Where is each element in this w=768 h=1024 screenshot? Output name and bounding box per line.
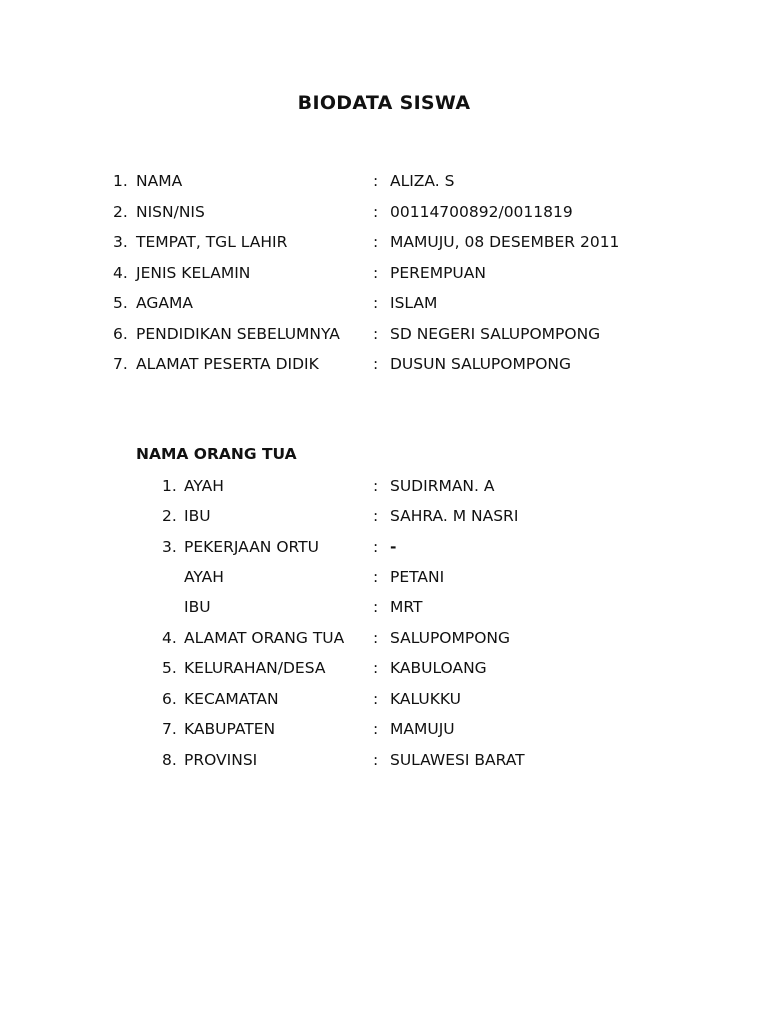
field-label: IBU bbox=[184, 507, 211, 525]
field-label: NAMA bbox=[136, 172, 183, 190]
student-row-religion bbox=[113, 292, 673, 314]
field-label: TEMPAT, TGL LAHIR bbox=[136, 233, 288, 251]
parent-row-mother-occupation bbox=[162, 596, 662, 618]
field-separator: : bbox=[373, 233, 379, 251]
parent-row-father bbox=[162, 475, 662, 497]
field-label: NISN/NIS bbox=[136, 203, 205, 221]
parent-row-village bbox=[162, 657, 662, 679]
field-label: ALAMAT ORANG TUA bbox=[184, 629, 345, 647]
field-value: PETANI bbox=[390, 568, 445, 586]
field-label: ALAMAT PESERTA DIDIK bbox=[136, 355, 319, 373]
field-label: IBU bbox=[184, 598, 211, 616]
row-number: 7. bbox=[162, 720, 177, 738]
page-title: BIODATA SISWA bbox=[297, 92, 471, 114]
field-separator: : bbox=[373, 751, 379, 769]
field-value: ALIZA. S bbox=[390, 172, 455, 190]
row-number: 4. bbox=[162, 629, 177, 647]
field-value: ISLAM bbox=[390, 294, 438, 312]
field-separator: : bbox=[373, 659, 379, 677]
row-number: 2. bbox=[162, 507, 177, 525]
field-label: PENDIDIKAN SEBELUMNYA bbox=[136, 325, 340, 343]
row-number: 6. bbox=[162, 690, 177, 708]
row-number: 2. bbox=[113, 203, 128, 221]
student-row-name bbox=[113, 170, 673, 192]
field-label: KECAMATAN bbox=[184, 690, 279, 708]
field-separator: : bbox=[373, 720, 379, 738]
field-separator: : bbox=[373, 507, 379, 525]
field-value: MRT bbox=[390, 598, 423, 616]
parent-row-father-occupation bbox=[162, 566, 662, 588]
field-separator: : bbox=[373, 598, 379, 616]
field-separator: : bbox=[373, 477, 379, 495]
parent-row-province bbox=[162, 749, 662, 771]
field-value: PEREMPUAN bbox=[390, 264, 486, 282]
row-number: 3. bbox=[162, 538, 177, 556]
parent-row-mother bbox=[162, 505, 662, 527]
field-value: MAMUJU bbox=[390, 720, 455, 738]
row-number: 1. bbox=[162, 477, 177, 495]
field-separator: : bbox=[373, 629, 379, 647]
field-value: MAMUJU, 08 DESEMBER 2011 bbox=[390, 233, 620, 251]
row-number: 5. bbox=[113, 294, 128, 312]
student-row-address bbox=[113, 353, 673, 375]
field-separator: : bbox=[373, 264, 379, 282]
field-label: AGAMA bbox=[136, 294, 193, 312]
row-number: 5. bbox=[162, 659, 177, 677]
field-value: DUSUN SALUPOMPONG bbox=[390, 355, 571, 373]
field-label: KABUPATEN bbox=[184, 720, 276, 738]
field-label: JENIS KELAMIN bbox=[136, 264, 251, 282]
field-value: SAHRA. M NASRI bbox=[390, 507, 519, 525]
field-label: KELURAHAN/DESA bbox=[184, 659, 326, 677]
field-label: AYAH bbox=[184, 477, 224, 495]
field-separator: : bbox=[373, 538, 379, 556]
parent-row-regency bbox=[162, 718, 662, 740]
field-value: KALUKKU bbox=[390, 690, 461, 708]
field-label: PROVINSI bbox=[184, 751, 258, 769]
field-value: 00114700892/0011819 bbox=[390, 203, 573, 221]
parent-row-district bbox=[162, 688, 662, 710]
field-separator: : bbox=[373, 355, 379, 373]
field-separator: : bbox=[373, 690, 379, 708]
field-separator: : bbox=[373, 203, 379, 221]
field-value: SALUPOMPONG bbox=[390, 629, 511, 647]
student-row-prev-school bbox=[113, 323, 673, 345]
row-number: 6. bbox=[113, 325, 128, 343]
field-separator: : bbox=[373, 325, 379, 343]
parents-heading: NAMA ORANG TUA bbox=[136, 445, 297, 463]
field-value: - bbox=[390, 538, 397, 556]
field-value: SD NEGERI SALUPOMPONG bbox=[390, 325, 601, 343]
parent-row-occupation bbox=[162, 536, 662, 558]
row-number: 7. bbox=[113, 355, 128, 373]
row-number: 8. bbox=[162, 751, 177, 769]
field-value: KABULOANG bbox=[390, 659, 487, 677]
field-separator: : bbox=[373, 294, 379, 312]
field-label: AYAH bbox=[184, 568, 224, 586]
row-number: 3. bbox=[113, 233, 128, 251]
student-row-birth bbox=[113, 231, 673, 253]
field-value: SULAWESI BARAT bbox=[390, 751, 525, 769]
field-separator: : bbox=[373, 568, 379, 586]
row-number: 4. bbox=[113, 264, 128, 282]
field-label: PEKERJAAN ORTU bbox=[184, 538, 319, 556]
field-value: SUDIRMAN. A bbox=[390, 477, 495, 495]
student-row-gender bbox=[113, 262, 673, 284]
parent-row-address bbox=[162, 627, 662, 649]
field-separator: : bbox=[373, 172, 379, 190]
student-row-nisn bbox=[113, 201, 673, 223]
row-number: 1. bbox=[113, 172, 128, 190]
